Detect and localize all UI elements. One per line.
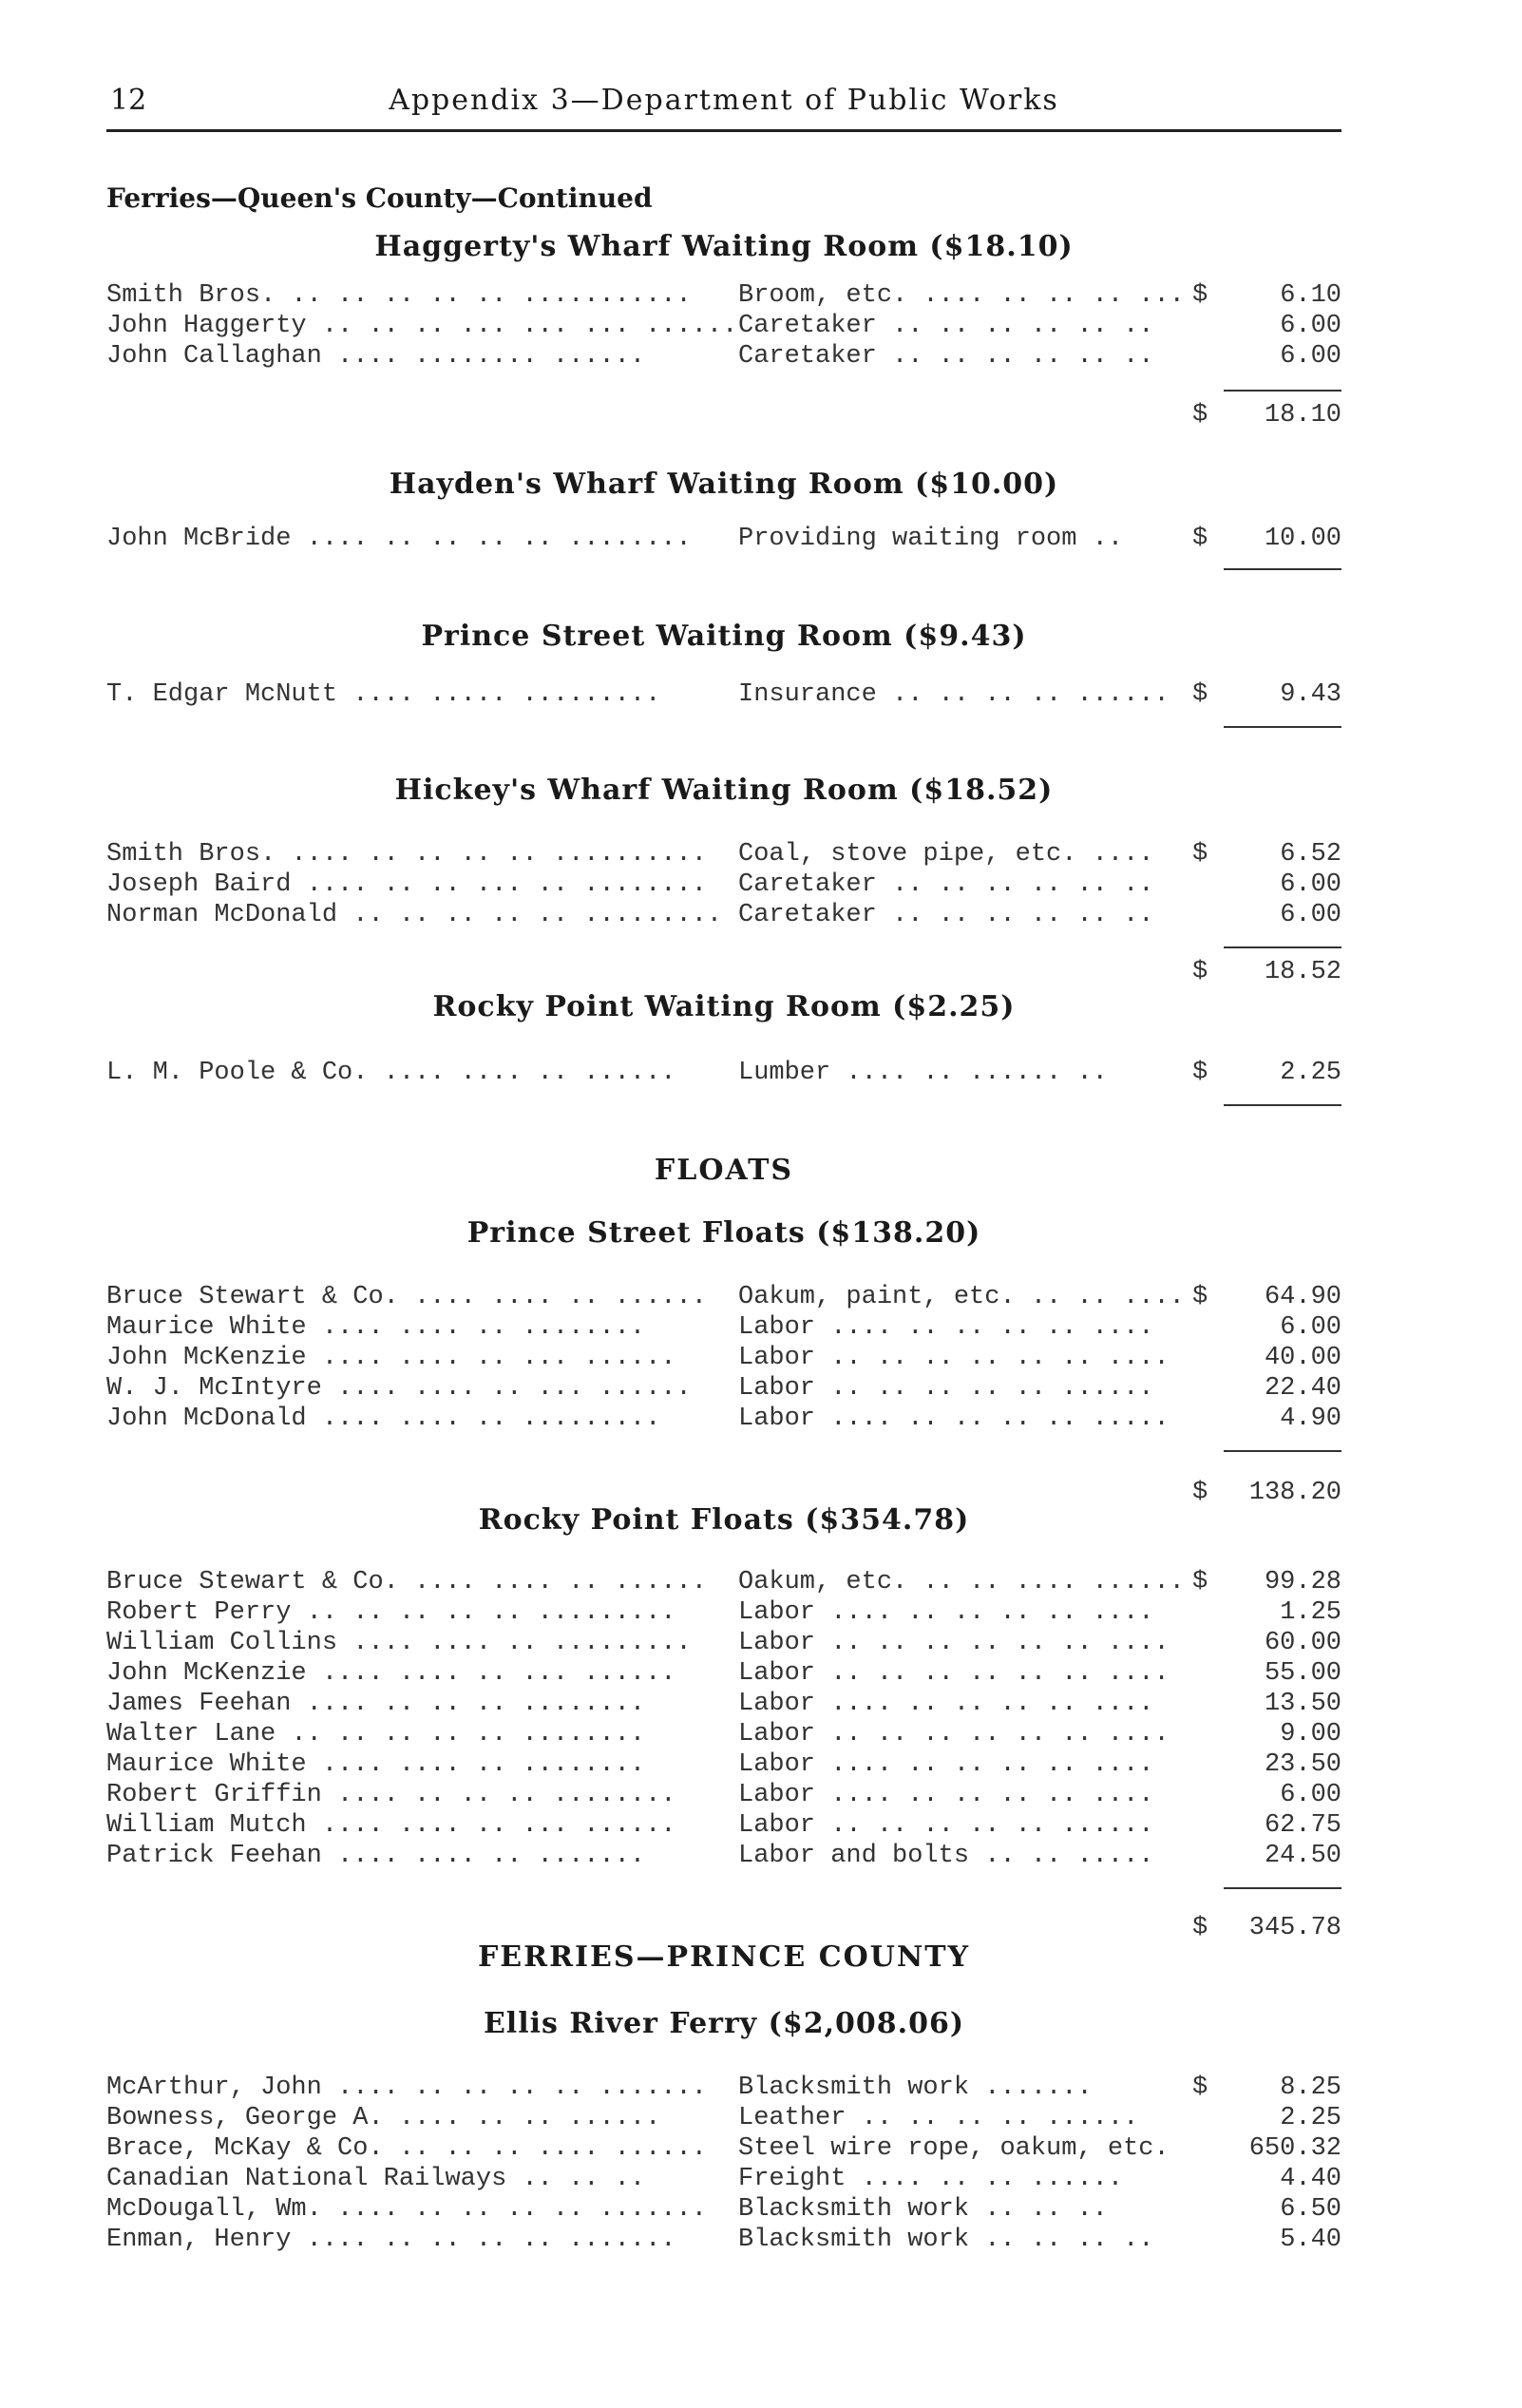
- item-description: Caretaker .. .. .. .. .. ..: [738, 342, 1154, 371]
- amount: 1.25: [1280, 1598, 1341, 1627]
- amount: 6.00: [1280, 1781, 1341, 1809]
- item-description: Labor .. .. .. .. .. .. ....: [738, 1344, 1170, 1372]
- dollar-sign: $: [1192, 1568, 1208, 1596]
- section-title: Prince Street Waiting Room ($9.43): [421, 620, 1027, 653]
- table-row: [106, 1566, 1341, 1598]
- prince-county-heading: FERRIES—PRINCE COUNTY: [477, 1940, 971, 1974]
- amount: 22.40: [1264, 1374, 1341, 1403]
- payee-name: Norman McDonald .. .. .. .. .. .........: [106, 901, 723, 929]
- table-row: [106, 1281, 1341, 1313]
- total-rule: [1224, 1887, 1341, 1889]
- item-description: Labor .. .. .. .. .. .. ....: [738, 1659, 1170, 1688]
- total-rule: [1224, 568, 1341, 570]
- total-rule: [1224, 946, 1341, 948]
- table-row: [106, 1372, 1341, 1405]
- table-row: [106, 1342, 1341, 1374]
- total-rule: [1224, 726, 1341, 728]
- item-description: Oakum, paint, etc. .. .. ....: [738, 1283, 1185, 1311]
- table-row: [106, 1749, 1341, 1781]
- total-rule: [1224, 390, 1341, 392]
- table-row: [106, 2224, 1341, 2256]
- total-amount: 345.78: [1248, 1914, 1341, 1942]
- amount: 6.00: [1280, 312, 1341, 340]
- item-description: Broom, etc. .... .. .. .. ...: [738, 281, 1185, 310]
- amount: 6.00: [1280, 342, 1341, 371]
- payee-name: Canadian National Railways .. .. ..: [106, 2165, 646, 2193]
- item-description: Blacksmith work .. .. .. ..: [738, 2226, 1154, 2254]
- amount: 6.00: [1280, 901, 1341, 929]
- dollar-sign: $: [1192, 958, 1208, 986]
- amount: 9.43: [1280, 680, 1341, 709]
- table-row: [106, 1627, 1341, 1659]
- amount: 55.00: [1264, 1659, 1341, 1688]
- dollar-sign: $: [1192, 525, 1208, 553]
- item-description: Oakum, etc. .. .. .... ......: [738, 1568, 1185, 1596]
- amount: 4.40: [1280, 2165, 1341, 2193]
- payee-name: L. M. Poole & Co. .... .... .. ......: [106, 1059, 676, 1087]
- amount: 24.50: [1264, 1842, 1341, 1870]
- payee-name: McArthur, John .... .. .. .. .. .......: [106, 2074, 707, 2102]
- amount: 8.25: [1280, 2074, 1341, 2102]
- document-page: [106, 0, 1341, 2408]
- payee-name: Robert Perry .. .. .. .. .. .........: [106, 1598, 676, 1627]
- page-header: [106, 84, 1341, 131]
- table-row: [106, 899, 1341, 931]
- table-row: [106, 310, 1341, 342]
- payee-name: John Haggerty .. .. .. ... ... ... ......: [106, 312, 738, 340]
- section-title: Prince Street Floats ($138.20): [466, 1216, 981, 1250]
- amount: 9.00: [1280, 1720, 1341, 1749]
- item-description: Labor .... .. .. .. .. ....: [738, 1750, 1154, 1779]
- total-amount: 18.10: [1264, 401, 1341, 430]
- dollar-sign: $: [1192, 1914, 1208, 1942]
- payee-name: Smith Bros. .. .. .. .. .. ...........: [106, 281, 692, 310]
- amount: 40.00: [1264, 1344, 1341, 1372]
- table-row: [106, 1311, 1341, 1344]
- payee-name: McDougall, Wm. .... .. .. .. .. .......: [106, 2195, 707, 2224]
- payee-name: Bruce Stewart & Co. .... .... .. ......: [106, 1283, 707, 1311]
- section-title: Hayden's Wharf Waiting Room ($10.00): [389, 468, 1059, 501]
- page-number: 12: [110, 84, 147, 117]
- payee-name: Maurice White .... .... .. ........: [106, 1750, 646, 1779]
- table-row: [106, 1403, 1341, 1435]
- table-row: [106, 1809, 1341, 1842]
- amount: 2.25: [1280, 1059, 1341, 1087]
- table-row: [106, 838, 1341, 870]
- dollar-sign: $: [1192, 680, 1208, 709]
- payee-name: Robert Griffin .... .. .. .. ........: [106, 1781, 676, 1809]
- payee-name: W. J. McIntyre .... .... .. ... ......: [106, 1374, 692, 1403]
- item-description: Labor and bolts .. .. .....: [738, 1842, 1154, 1870]
- table-row: [106, 523, 1341, 555]
- payee-name: Patrick Feehan .... .... .. .......: [106, 1842, 646, 1870]
- amount: 6.10: [1280, 281, 1341, 310]
- item-description: Labor .. .. .. .. .. ......: [738, 1374, 1154, 1403]
- item-description: Steel wire rope, oakum, etc.: [738, 2134, 1170, 2163]
- payee-name: John McBride .... .. .. .. .. ........: [106, 525, 692, 553]
- item-description: Blacksmith work .. .. ..: [738, 2195, 1108, 2224]
- amount: 6.52: [1280, 840, 1341, 869]
- header-rule: [106, 129, 1341, 132]
- total-amount: 138.20: [1248, 1479, 1341, 1507]
- payee-name: Maurice White .... .... .. ........: [106, 1313, 646, 1342]
- item-description: Insurance .. .. .. .. ......: [738, 680, 1170, 709]
- payee-name: Bowness, George A. .... .. .. ......: [106, 2104, 661, 2132]
- amount: 10.00: [1264, 525, 1341, 553]
- table-row: [106, 1688, 1341, 1720]
- amount: 650.32: [1248, 2134, 1341, 2163]
- section-title: Haggerty's Wharf Waiting Room ($18.10): [374, 230, 1074, 263]
- item-description: Caretaker .. .. .. .. .. ..: [738, 901, 1154, 929]
- amount: 62.75: [1264, 1811, 1341, 1840]
- amount: 60.00: [1264, 1629, 1341, 1657]
- payee-name: William Mutch .... .... .. ... ......: [106, 1811, 676, 1840]
- payee-name: John Callaghan .... ........ ......: [106, 342, 646, 371]
- amount: 6.50: [1280, 2195, 1341, 2224]
- payee-name: John McKenzie .... .... .. ... ......: [106, 1659, 676, 1688]
- table-row: [106, 869, 1341, 901]
- table-row: [106, 2193, 1341, 2226]
- payee-name: James Feehan .... .. .. .. ........: [106, 1690, 646, 1718]
- amount: 23.50: [1264, 1750, 1341, 1779]
- table-row: [106, 1596, 1341, 1629]
- table-row: [106, 678, 1341, 711]
- dollar-sign: $: [1192, 1059, 1208, 1087]
- dollar-sign: $: [1192, 2074, 1208, 2102]
- amount: 6.00: [1280, 870, 1341, 899]
- table-row: [106, 279, 1341, 312]
- dollar-sign: $: [1192, 840, 1208, 869]
- amount: 5.40: [1280, 2226, 1341, 2254]
- section-title: Ellis River Ferry ($2,008.06): [483, 2007, 965, 2040]
- total-rule: [1224, 1450, 1341, 1452]
- item-description: Labor .... .. .. .. .. ....: [738, 1313, 1154, 1342]
- floats-heading: FLOATS: [654, 1154, 794, 1187]
- amount: 2.25: [1280, 2104, 1341, 2132]
- item-description: Labor .. .. .. .. .. .. ....: [738, 1629, 1170, 1657]
- table-row: [106, 1718, 1341, 1750]
- table-row: [106, 340, 1341, 373]
- payee-name: T. Edgar McNutt .... ..... .........: [106, 680, 661, 709]
- item-description: Labor .... .. .. .. .. ....: [738, 1598, 1154, 1627]
- payee-name: Bruce Stewart & Co. .... .... .. ......: [106, 1568, 707, 1596]
- item-description: Coal, stove pipe, etc. ....: [738, 840, 1154, 869]
- item-description: Labor .... .. .. .. .. ....: [738, 1690, 1154, 1718]
- item-description: Labor .. .. .. .. .. .. ....: [738, 1720, 1170, 1749]
- dollar-sign: $: [1192, 401, 1208, 430]
- item-description: Caretaker .. .. .. .. .. ..: [738, 312, 1154, 340]
- total-amount: 18.52: [1264, 958, 1341, 986]
- section-total: [106, 1912, 1341, 1944]
- table-row: [106, 1840, 1341, 1872]
- dollar-sign: $: [1192, 1479, 1208, 1507]
- continued-heading: Ferries—Queen's County—Continued: [106, 182, 653, 214]
- item-description: Freight .... .. .. ......: [738, 2165, 1124, 2193]
- payee-name: Brace, McKay & Co. .. .. .. .... ......: [106, 2134, 707, 2163]
- section-title: Rocky Point Waiting Room ($2.25): [432, 990, 1016, 1023]
- amount: 99.28: [1264, 1568, 1341, 1596]
- payee-name: William Collins .... .... .. .........: [106, 1629, 692, 1657]
- amount: 6.00: [1280, 1313, 1341, 1342]
- amount: 4.90: [1280, 1405, 1341, 1433]
- payee-name: Enman, Henry .... .. .. .. .. .......: [106, 2226, 676, 2254]
- item-description: Providing waiting room ..: [738, 525, 1124, 553]
- payee-name: Joseph Baird .... .. .. ... .. ........: [106, 870, 707, 899]
- item-description: Labor .... .. .. .. .. ....: [738, 1781, 1154, 1809]
- section-title: Rocky Point Floats ($354.78): [478, 1503, 970, 1537]
- amount: 13.50: [1264, 1690, 1341, 1718]
- section-title: Hickey's Wharf Waiting Room ($18.52): [394, 774, 1054, 807]
- section-total: [106, 399, 1341, 431]
- table-row: [106, 1057, 1341, 1089]
- payee-name: John McKenzie .... .... .. ... ......: [106, 1344, 676, 1372]
- item-description: Lumber .... .. ...... ..: [738, 1059, 1108, 1087]
- payee-name: Walter Lane .. .. .. .. .. ........: [106, 1720, 646, 1749]
- item-description: Blacksmith work .......: [738, 2074, 1093, 2102]
- payee-name: John McDonald .... .... .. .........: [106, 1405, 661, 1433]
- payee-name: Smith Bros. .... .. .. .. .. ..........: [106, 840, 707, 869]
- table-row: [106, 1657, 1341, 1690]
- item-description: Leather .. .. .. .. ......: [738, 2104, 1139, 2132]
- table-row: [106, 2102, 1341, 2134]
- item-description: Caretaker .. .. .. .. .. ..: [738, 870, 1154, 899]
- item-description: Labor .... .. .. .. .. .....: [738, 1405, 1170, 1433]
- item-description: Labor .. .. .. .. .. ......: [738, 1811, 1154, 1840]
- table-row: [106, 2132, 1341, 2165]
- total-rule: [1224, 1104, 1341, 1106]
- amount: 64.90: [1264, 1283, 1341, 1311]
- dollar-sign: $: [1192, 281, 1208, 310]
- table-row: [106, 2072, 1341, 2104]
- table-row: [106, 1779, 1341, 1811]
- dollar-sign: $: [1192, 1283, 1208, 1311]
- section-total: [106, 956, 1341, 988]
- table-row: [106, 2163, 1341, 2195]
- running-title: Appendix 3—Department of Public Works: [389, 84, 1059, 117]
